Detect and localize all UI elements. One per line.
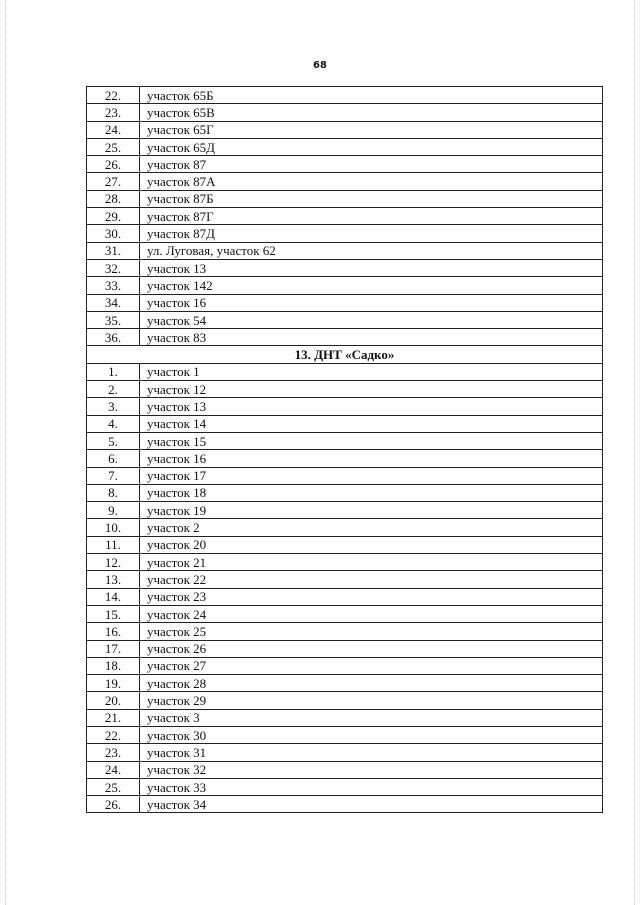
plot-name: участок 54 [140, 311, 603, 328]
page-number: 68 [313, 60, 327, 71]
table-row [87, 588, 603, 605]
table-row [87, 571, 603, 588]
section-title: 13. ДНТ «Садко» [87, 346, 603, 363]
plot-name: участок 13 [140, 259, 603, 276]
plot-name: участок 87А [140, 173, 603, 190]
section-header-row [87, 346, 603, 363]
plot-name: участок 65Д [140, 138, 603, 155]
table-row [87, 605, 603, 622]
row-number: 31. [87, 242, 140, 259]
plot-name: участок 14 [140, 415, 603, 432]
row-number: 16. [87, 623, 140, 640]
row-number: 36. [87, 329, 140, 346]
plot-name: участок 18 [140, 484, 603, 501]
plot-name: участок 22 [140, 571, 603, 588]
row-number: 14. [87, 588, 140, 605]
table-row [87, 294, 603, 311]
plot-name: участок 2 [140, 519, 603, 536]
table-row [87, 536, 603, 553]
plot-name: участок 33 [140, 778, 603, 795]
plot-name: участок 29 [140, 692, 603, 709]
plot-name: участок 87Г [140, 208, 603, 225]
row-number: 8. [87, 484, 140, 501]
row-number: 28. [87, 190, 140, 207]
plot-name: участок 83 [140, 329, 603, 346]
table-row [87, 121, 603, 138]
row-number: 30. [87, 225, 140, 242]
plot-name: участок 34 [140, 796, 603, 813]
plot-name: участок 21 [140, 554, 603, 571]
plot-name: участок 26 [140, 640, 603, 657]
table-row [87, 432, 603, 449]
row-number: 12. [87, 554, 140, 571]
table-row [87, 796, 603, 813]
row-number: 6. [87, 450, 140, 467]
plot-name: участок 65В [140, 104, 603, 121]
plots-table [86, 86, 603, 813]
row-number: 34. [87, 294, 140, 311]
row-number: 25. [87, 778, 140, 795]
table-row [87, 554, 603, 571]
row-number: 15. [87, 605, 140, 622]
plot-name: участок 27 [140, 657, 603, 674]
row-number: 13. [87, 571, 140, 588]
table-row [87, 744, 603, 761]
scan-edge-left [5, 0, 6, 905]
table-row [87, 761, 603, 778]
plot-name: участок 19 [140, 502, 603, 519]
row-number: 17. [87, 640, 140, 657]
plot-name: участок 31 [140, 744, 603, 761]
table-row [87, 709, 603, 726]
row-number: 20. [87, 692, 140, 709]
table-row [87, 329, 603, 346]
plot-name: участок 16 [140, 294, 603, 311]
plot-name: участок 28 [140, 675, 603, 692]
table-row [87, 208, 603, 225]
row-number: 26. [87, 156, 140, 173]
table-row [87, 173, 603, 190]
row-number: 10. [87, 519, 140, 536]
plot-name: участок 23 [140, 588, 603, 605]
table-row [87, 415, 603, 432]
plot-name: участок 20 [140, 536, 603, 553]
table-row [87, 138, 603, 155]
row-number: 22. [87, 87, 140, 104]
plot-name: участок 3 [140, 709, 603, 726]
table-row [87, 502, 603, 519]
row-number: 11. [87, 536, 140, 553]
table-row [87, 657, 603, 674]
table-row [87, 467, 603, 484]
table-row [87, 484, 603, 501]
plot-name: участок 30 [140, 726, 603, 743]
table-row [87, 692, 603, 709]
table-row [87, 726, 603, 743]
plot-name: участок 1 [140, 363, 603, 380]
table-row [87, 623, 603, 640]
table-row [87, 311, 603, 328]
row-number: 3. [87, 398, 140, 415]
plot-name: участок 142 [140, 277, 603, 294]
table-row [87, 640, 603, 657]
plot-name: участок 24 [140, 605, 603, 622]
plot-name: ул. Луговая, участок 62 [140, 242, 603, 259]
row-number: 26. [87, 796, 140, 813]
row-number: 23. [87, 744, 140, 761]
plot-name: участок 87Б [140, 190, 603, 207]
row-number: 9. [87, 502, 140, 519]
table-row [87, 225, 603, 242]
row-number: 19. [87, 675, 140, 692]
row-number: 7. [87, 467, 140, 484]
row-number: 21. [87, 709, 140, 726]
row-number: 2. [87, 381, 140, 398]
scan-edge-right [634, 0, 635, 905]
plot-name: участок 32 [140, 761, 603, 778]
table-row [87, 87, 603, 104]
plot-name: участок 65Б [140, 87, 603, 104]
table-row [87, 242, 603, 259]
table-row [87, 519, 603, 536]
table-row [87, 104, 603, 121]
table-row [87, 190, 603, 207]
row-number: 1. [87, 363, 140, 380]
table-section-after [87, 363, 603, 813]
plot-name: участок 65Г [140, 121, 603, 138]
plot-name: участок 12 [140, 381, 603, 398]
plot-name: участок 17 [140, 467, 603, 484]
row-number: 24. [87, 121, 140, 138]
plot-name: участок 87 [140, 156, 603, 173]
row-number: 29. [87, 208, 140, 225]
row-number: 24. [87, 761, 140, 778]
table-row [87, 156, 603, 173]
row-number: 35. [87, 311, 140, 328]
plot-name: участок 16 [140, 450, 603, 467]
plot-name: участок 15 [140, 432, 603, 449]
row-number: 5. [87, 432, 140, 449]
table-row [87, 450, 603, 467]
table-row [87, 381, 603, 398]
row-number: 27. [87, 173, 140, 190]
row-number: 32. [87, 259, 140, 276]
row-number: 22. [87, 726, 140, 743]
row-number: 18. [87, 657, 140, 674]
table-row [87, 277, 603, 294]
row-number: 4. [87, 415, 140, 432]
plot-name: участок 25 [140, 623, 603, 640]
table-row [87, 398, 603, 415]
row-number: 33. [87, 277, 140, 294]
table-row [87, 363, 603, 380]
table-row [87, 778, 603, 795]
plot-name: участок 87Д [140, 225, 603, 242]
table-row [87, 259, 603, 276]
plot-name: участок 13 [140, 398, 603, 415]
row-number: 25. [87, 138, 140, 155]
table-section-before [87, 87, 603, 346]
row-number: 23. [87, 104, 140, 121]
table-row [87, 675, 603, 692]
